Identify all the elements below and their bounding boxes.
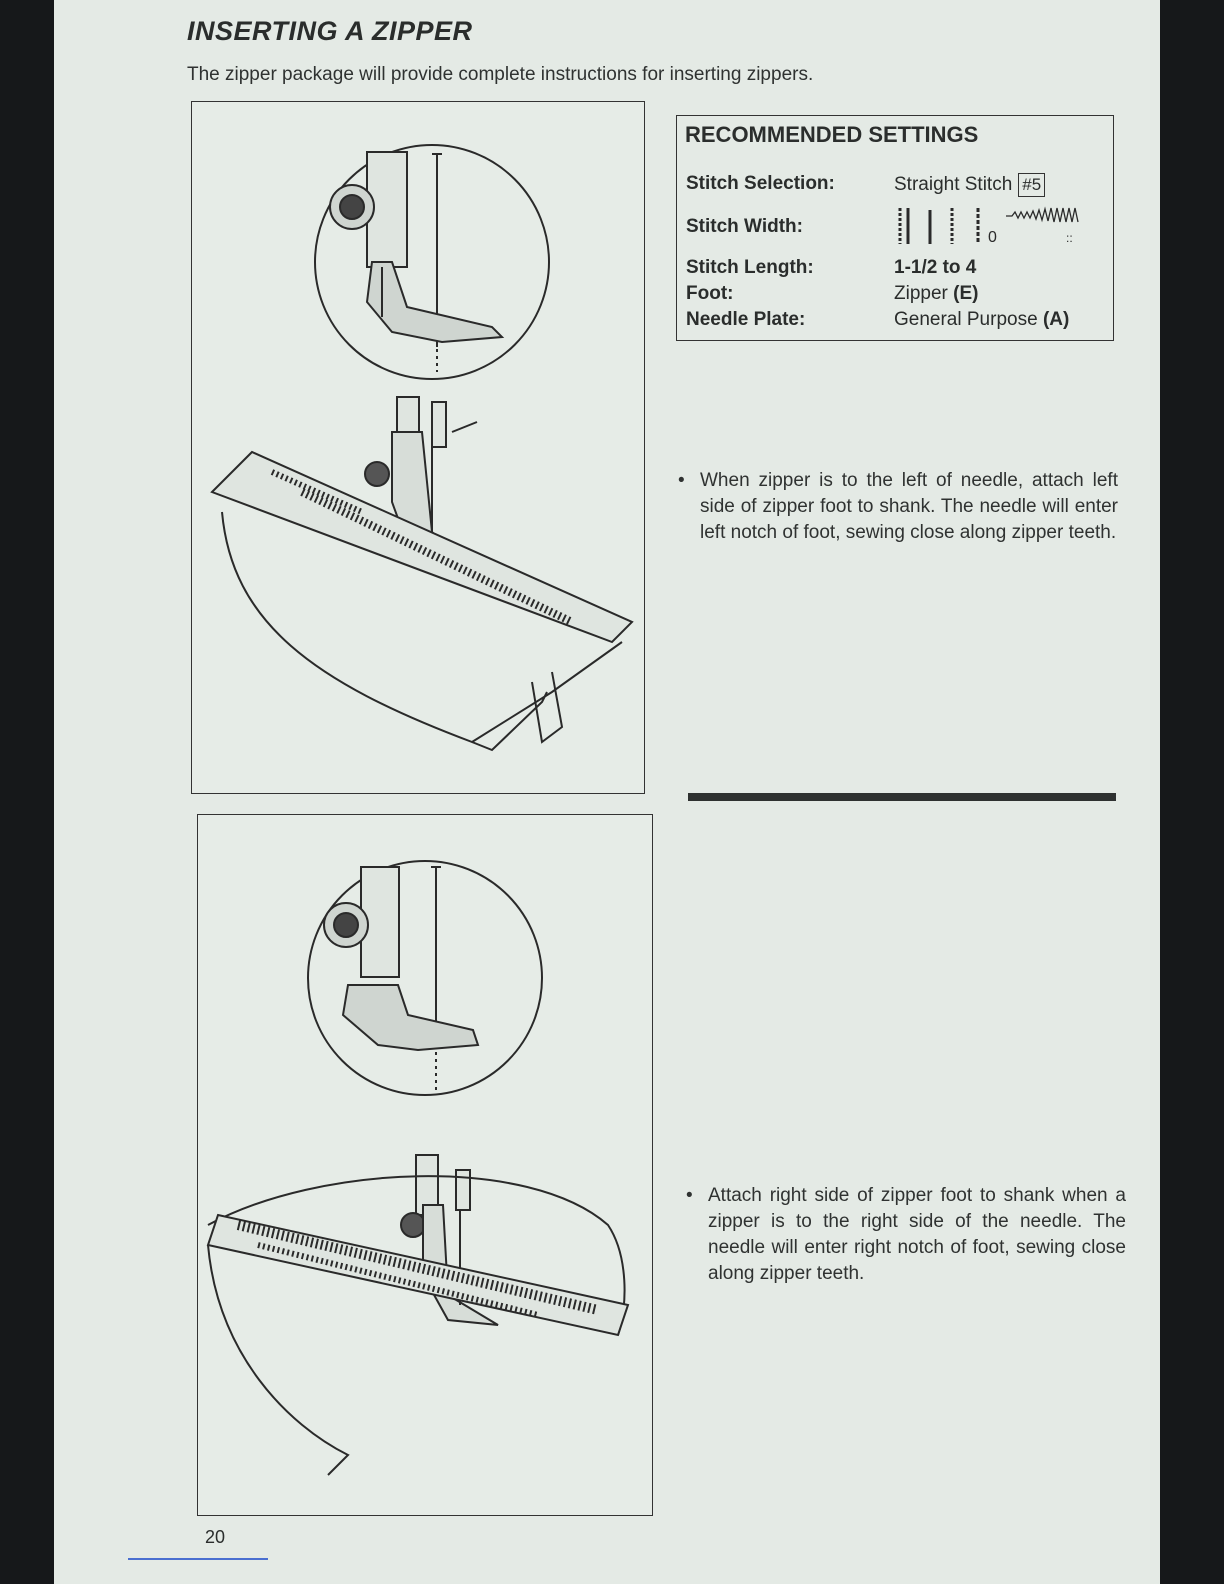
link-underline: [128, 1558, 268, 1560]
setting-label: Stitch Length:: [686, 257, 814, 278]
stitch-width-dial: [894, 204, 1094, 254]
figure-zipper-left: [191, 101, 645, 794]
recommended-settings-box: [676, 115, 1114, 341]
settings-header: RECOMMENDED SETTINGS: [685, 122, 979, 147]
setting-label: Stitch Width:: [686, 216, 803, 237]
setting-value: General Purpose (A): [894, 309, 1070, 330]
bullet: •: [686, 1185, 693, 1206]
setting-label: Stitch Selection:: [686, 173, 835, 194]
stitch-width-graphic: [894, 204, 1094, 248]
zipper-right-illustration: [198, 815, 652, 1515]
detail-circle: [308, 861, 542, 1095]
figure-zipper-right: [197, 814, 653, 1516]
page-title: INSERTING A ZIPPER: [187, 16, 473, 46]
setting-label: Foot:: [686, 283, 734, 304]
zipper-left-illustration: [192, 102, 644, 793]
setting-value: 1-1/2 to 4: [894, 257, 977, 278]
intro-text: The zipper package will provide complete instructions for inserting zippers.: [187, 64, 814, 85]
setting-label: Needle Plate:: [686, 309, 806, 330]
note-text: When zipper is to the left of needle, attach left side of zipper foot to shank. The needle will enter left notch of foot, sewing close along zipper teeth.: [700, 470, 1118, 543]
width-zero-label: 0: [988, 229, 997, 246]
instruction-note-right: [686, 1183, 1126, 1287]
setting-value: Straight Stitch #5: [894, 173, 1045, 197]
bullet: •: [678, 470, 685, 491]
note-text: Attach right side of zipper foot to shank when a zipper is to the right side of the needle. The needle will enter right notch of foot, sewing close along zipper teeth.: [708, 1185, 1126, 1284]
setting-value: Zipper (E): [894, 283, 979, 304]
section-divider: [688, 793, 1116, 801]
page-number: 20: [205, 1527, 226, 1547]
detail-circle: [315, 145, 549, 379]
instruction-note-left: [678, 468, 1118, 546]
svg-text:::: ::: [1066, 231, 1073, 245]
stitch-code-badge: #5: [1018, 173, 1045, 197]
